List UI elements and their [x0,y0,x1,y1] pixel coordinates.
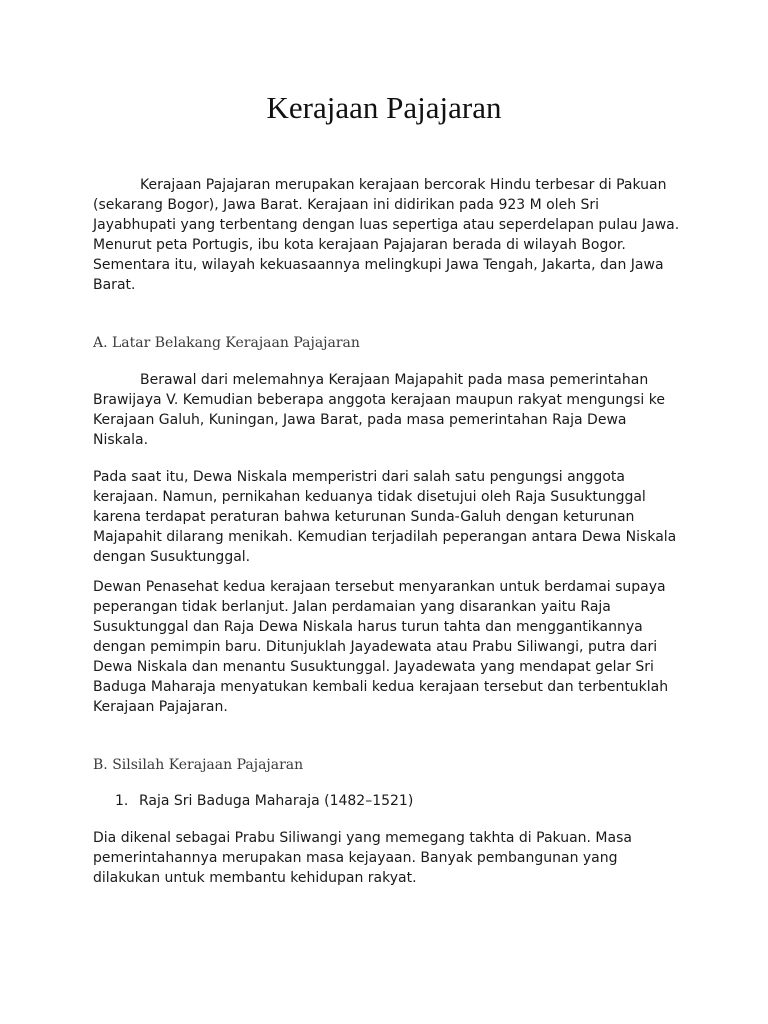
section-a-paragraph-3: Dewan Penasehat kedua kerajaan tersebut menyarankan untuk berdamai supaya peperangan tidak berlanjut. Jalan perdamaian yang disarankan yaitu Raja Susuktunggal dan Raja Dewa Niskala harus turun tahta dan menggantikannya dengan pemimpin baru. Ditunjuklah Jayadewata atau Prabu Siliwangi, putra dari Dewa Niskala dan menantu Susuktunggal. Jayadewata yang mendapat gelar Sri Baduga Maharaja menyatukan kembali kedua kerajaan tersebut dan terbentuklah Kerajaan Pajajaran. [93,579,669,715]
section-a-paragraph-2: Pada saat itu, Dewa Niskala memperistri dari salah satu pengungsi anggota kerajaan. Namun, pernikahan keduanya tidak disetujui oleh Raja Susuktunggal karena terdapat peraturan bahwa keturunan Sunda-Galuh dengan keturunan Majapahit dilarang menikah. Kemudian terjadilah peperangan antara Dewa Niskala dengan Susuktunggal. [93,469,677,565]
list-number: 1. [115,793,129,809]
intro-paragraph: Kerajaan Pajajaran merupakan kerajaan bercorak Hindu terbesar di Pakuan (sekarang Bogor), Jawa Barat. Kerajaan ini didirikan pada 923 M oleh Sri Jayabhupati yang terbentang dengan luas sepertiga atau seperdelapan pulau Jawa. Menurut peta Portugis, ibu kota kerajaan Pajajaran berada di wilayah Bogor. Sementara itu, wilayah kekuasaannya melingkupi Jawa Tengah, Jakarta, dan Jawa Barat. [93,177,680,293]
list-item-text: Raja Sri Baduga Maharaja (1482–1521) [139,793,414,809]
list-item [115,791,675,811]
document-title: Kerajaan Pajajaran [266,90,502,125]
section-a-paragraph-1: Berawal dari melemahnya Kerajaan Majapahit pada masa pemerintahan Brawijaya V. Kemudian beberapa anggota kerajaan maupun rakyat mengungsi ke Kerajaan Galuh, Kuningan, Jawa Barat, pada masa pemerintahan Raja Dewa Niskala. [93,372,665,448]
section-b-heading: B. Silsilah Kerajaan Pajajaran [93,757,304,773]
section-a-heading: A. Latar Belakang Kerajaan Pajajaran [93,335,360,351]
section-b-paragraph: Dia dikenal sebagai Prabu Siliwangi yang memegang takhta di Pakuan. Masa pemerintahannya merupakan masa kejayaan. Banyak pembangunan yang dilakukan untuk membantu kehidupan rakyat. [93,830,632,886]
